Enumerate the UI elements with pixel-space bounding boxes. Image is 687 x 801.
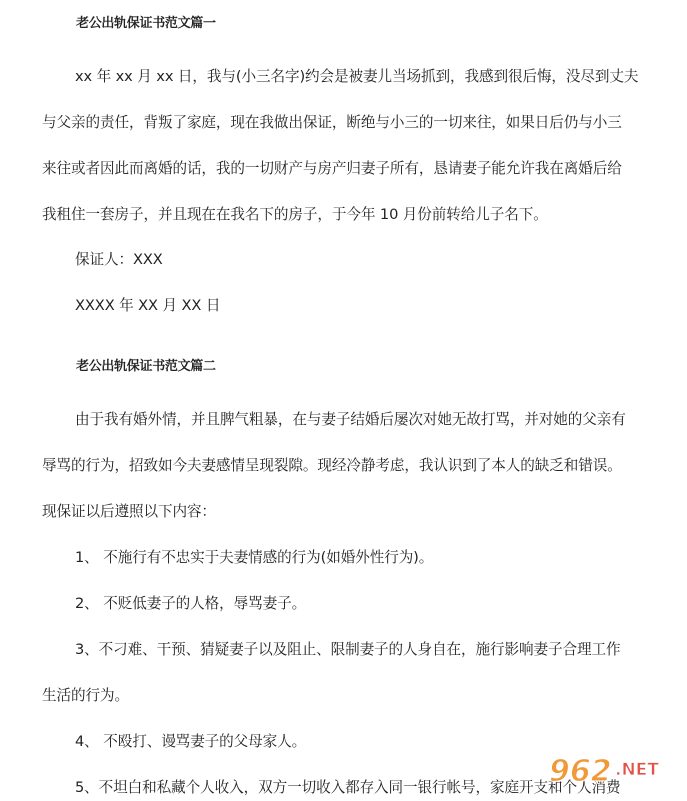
watermark-subtitle: 乐游网 [629,784,669,799]
date-line: XXXX 年 XX 月 XX 日 [75,297,221,314]
watermark-brand: 962 [549,754,612,789]
site-watermark-logo [543,751,683,799]
list-item-2: 2、 不贬低妻子的人格，辱骂妻子。 [75,595,307,612]
section-1-para-1-line-4: 我租住一套房子，并且现在在我名下的房子，于今年 10 月份前转给儿子名下。 [42,206,548,223]
list-item-1: 1、 不施行有不忠实于夫妻情感的行为(如婚外性行为)。 [75,549,434,566]
guarantor-line: 保证人：XXX [75,251,163,268]
section-2-para-1-line-1: 由于我有婚外情，并且脾气粗暴，在与妻子结婚后屡次对她无故打骂，并对她的父亲有 [75,411,626,428]
section-1-heading: 老公出轨保证书范文篇一 [76,16,216,31]
watermark-suffix: .NET [615,760,659,780]
section-2-heading: 老公出轨保证书范文篇二 [76,359,216,374]
section-1-para-1-line-1: xx 年 xx 月 xx 日，我与(小三名字)约会是被妻儿当场抓到，我感到很后悔，没尽到丈夫 [75,68,639,85]
list-item-4: 4、 不殴打、谩骂妻子的父母家人。 [75,733,307,750]
list-item-3-line-2: 生活的行为。 [42,687,129,704]
list-item-3-line-1: 3、不刁难、干预、猜疑妻子以及阻止、限制妻子的人身自在，施行影响妻子合理工作 [75,641,621,658]
section-2-para-1-line-3: 现保证以后遵照以下内容： [42,503,216,520]
list-item-5: 5、不坦白和私藏个人收入，双方一切收入都存入同一银行帐号，家庭开支和个人消费 [75,779,621,796]
section-1-para-1-line-3: 来往或者因此而离婚的话，我的一切财产与房产归妻子所有，恳请妻子能允许我在离婚后给 [42,160,622,177]
section-1-para-1-line-2: 与父亲的责任，背叛了家庭，现在我做出保证，断绝与小三的一切来往，如果日后仍与小三 [42,114,622,131]
section-2-para-1-line-2: 辱骂的行为，招致如今夫妻感情呈现裂隙。现经冷静考虑，我认识到了本人的缺乏和错误。 [42,457,622,474]
